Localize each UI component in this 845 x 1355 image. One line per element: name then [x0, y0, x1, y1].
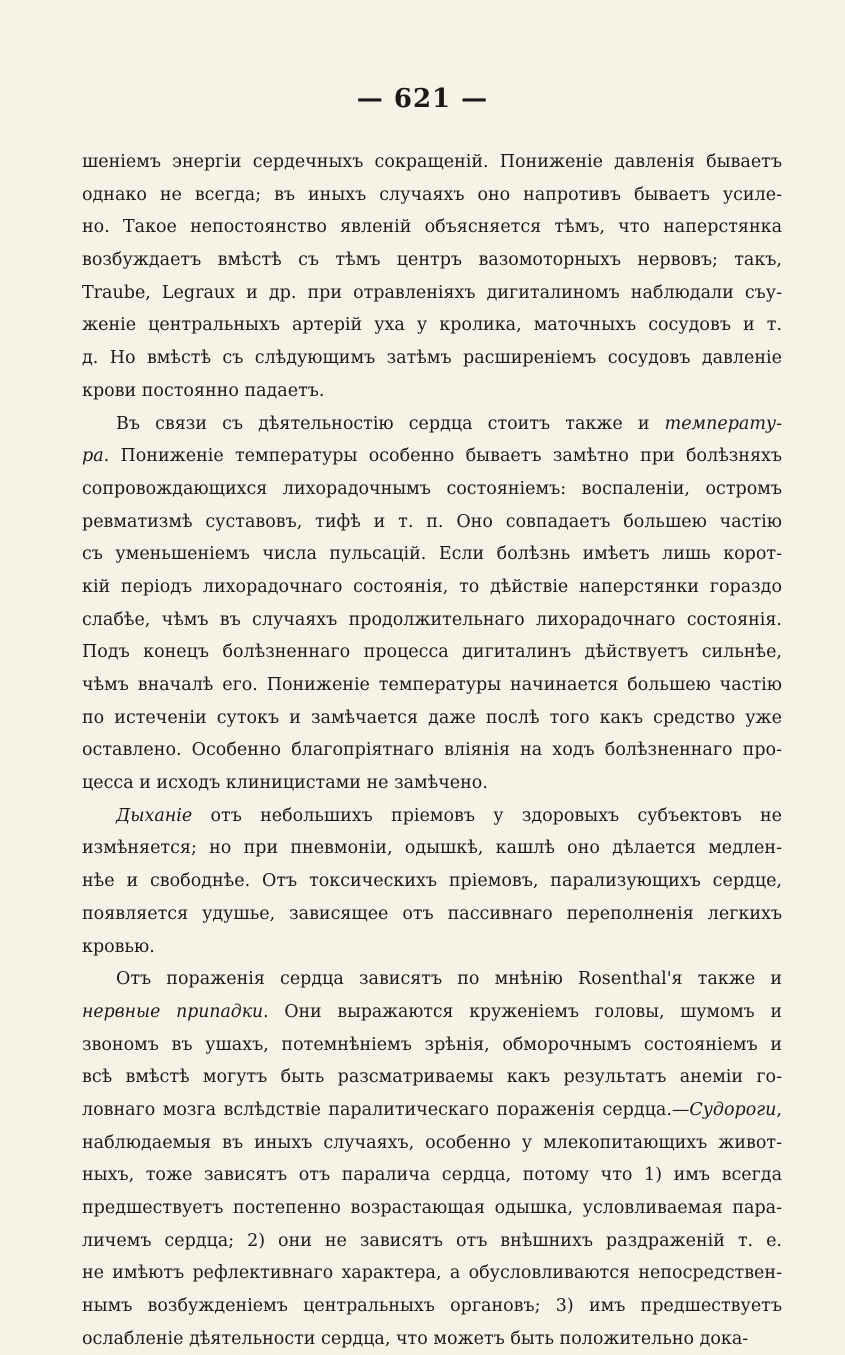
text-run: сопровождающихся лихорадочнымъ состояніемъ: воспаленіи, остромъ	[82, 478, 782, 499]
text-line	[82, 440, 782, 473]
text-line	[82, 309, 782, 342]
text-body	[82, 146, 782, 1355]
text-line	[82, 408, 782, 441]
text-run: нѣе и свободнѣе. Отъ токсическихъ пріемовъ, парализующихъ сердце,	[82, 871, 782, 892]
text-line	[82, 342, 782, 375]
text-line	[82, 898, 782, 931]
text-run: всѣ вмѣстѣ могутъ быть разсматриваемы какъ результатъ анеміи го-	[82, 1067, 782, 1088]
text-run: оставлено. Особенно благопріятнаго вліянія на ходъ болѣзненнаго про-	[82, 740, 782, 761]
text-line	[82, 277, 782, 310]
text-line	[82, 375, 782, 408]
text-line	[82, 1323, 782, 1355]
text-line	[82, 767, 782, 800]
text-run: кровью.	[82, 936, 155, 957]
text-line	[82, 1094, 782, 1127]
text-run: Подъ конецъ болѣзненнаго процесса дигиталинъ дѣйствуетъ сильнѣе,	[82, 642, 782, 663]
text-line	[82, 1061, 782, 1094]
text-line	[82, 734, 782, 767]
text-line	[82, 963, 782, 996]
text-run: ревматизмѣ суставовъ, тифѣ и т. п. Оно совпадаетъ большею частію	[82, 511, 782, 532]
italic-term: нервные припадки	[82, 1001, 264, 1022]
text-run: предшествуетъ постепенно возрастающая одышка, условливаемая пара-	[82, 1198, 782, 1218]
text-line	[82, 636, 782, 669]
text-run: Отъ пораженія сердца зависятъ по мнѣнію Rosenthal'я также и	[116, 969, 782, 990]
text-line	[82, 571, 782, 604]
text-run: ныхъ, тоже зависятъ отъ паралича сердца, потому что 1) имъ всегда	[82, 1165, 782, 1186]
text-run: но. Такое непостоянство явленій объясняется тѣмъ, что наперстянка	[82, 217, 782, 238]
text-run: нымъ возбужденіемъ центральныхъ органовъ; 3) имъ предшествуетъ	[82, 1296, 782, 1317]
paragraph	[82, 800, 782, 963]
text-line	[82, 604, 782, 637]
text-line	[82, 669, 782, 702]
text-run: не имѣютъ рефлективнаго характера, а обусловливаются непосредствен-	[82, 1263, 782, 1284]
text-line	[82, 1029, 782, 1062]
text-run: появляется удушье, зависящее отъ пассивнаго переполненія легкихъ	[82, 903, 782, 924]
paragraph	[82, 963, 782, 1355]
text-line	[82, 211, 782, 244]
text-run: крови постоянно падаетъ.	[82, 380, 325, 401]
italic-term: температу-	[664, 413, 782, 434]
text-run: шеніемъ энергіи сердечныхъ сокращеній. Пониженіе давленія бываетъ	[82, 152, 782, 172]
text-run: съ уменьшеніемъ числа пульсацій. Если болѣзнь имѣетъ лишь корот-	[82, 544, 782, 565]
text-line	[82, 473, 782, 506]
text-run: Traube, Legraux и др. при отравленіяхъ дигиталиномъ наблюдали съу-	[82, 282, 782, 303]
text-line	[82, 1192, 782, 1225]
text-run: личемъ сердца; 2) они не зависятъ отъ внѣшнихъ раздраженій т. е.	[82, 1230, 782, 1251]
text-run: ослабленіе дѣятельности сердца, что можетъ быть положительно дока-	[82, 1328, 749, 1349]
italic-term: ра	[82, 446, 104, 467]
paragraph	[82, 146, 782, 408]
text-run: . Пониженіе температуры особенно бываетъ замѣтно при болѣзняхъ	[103, 446, 782, 467]
text-run: наблюдаемыя въ иныхъ случаяхъ, особенно у млекопитающихъ живот-	[82, 1132, 782, 1153]
text-run: однако не всегда; въ иныхъ случаяхъ оно напротивъ бываетъ усиле-	[82, 184, 782, 205]
text-line	[82, 1159, 782, 1192]
text-line	[82, 702, 782, 735]
text-line	[82, 244, 782, 277]
page-number: — 621 —	[356, 84, 489, 114]
text-line	[82, 1225, 782, 1258]
text-line	[82, 1127, 782, 1160]
italic-term: Судороги	[689, 1099, 777, 1120]
text-run: звономъ въ ушахъ, потемнѣніемъ зрѣнія, обморочнымъ состояніемъ и	[82, 1034, 782, 1055]
text-line	[82, 506, 782, 539]
text-run: чѣмъ вначалѣ его. Пониженіе температуры начинается большею частію	[82, 675, 782, 695]
text-run: цесса и исходъ клиницистами не замѣчено.	[82, 773, 488, 794]
text-run: по истеченіи сутокъ и замѣчается даже послѣ того какъ средство уже	[82, 707, 782, 728]
text-line	[82, 146, 782, 179]
text-run: измѣняется; но при пневмоніи, одышкѣ, кашлѣ оно дѣлается медлен-	[82, 838, 782, 859]
text-line	[82, 931, 782, 964]
paragraph	[82, 408, 782, 800]
text-line	[82, 179, 782, 212]
text-run: слабѣе, чѣмъ въ случаяхъ продолжительнаго лихорадочнаго состоянія.	[82, 609, 782, 630]
text-run: д. Но вмѣстѣ съ слѣдующимъ затѣмъ расширеніемъ сосудовъ давленіе	[82, 348, 782, 369]
text-run: . Они выражаются круженіемъ головы, шумомъ и	[263, 1001, 782, 1022]
text-line	[82, 996, 782, 1029]
text-line	[82, 865, 782, 898]
text-line	[82, 832, 782, 865]
italic-term: Дыханіе	[116, 805, 193, 826]
text-line	[82, 800, 782, 833]
text-run: Въ связи съ дѣятельностію сердца стоитъ также и	[116, 413, 665, 434]
text-run: ,	[776, 1099, 782, 1120]
text-run: ловнаго мозга вслѣдствіе паралитическаго пораженія сердца.—	[82, 1099, 690, 1120]
text-run: возбуждаетъ вмѣстѣ съ тѣмъ центръ вазомоторныхъ нервовъ; такъ,	[82, 250, 782, 271]
text-line	[82, 1257, 782, 1290]
text-run: женіе центральныхъ артерій уха у кролика, маточныхъ сосудовъ и т.	[82, 315, 782, 336]
text-run: кій періодъ лихорадочнаго состоянія, то дѣйствіе наперстянки гораздо	[82, 576, 782, 597]
text-line	[82, 538, 782, 571]
text-line	[82, 1290, 782, 1323]
text-run: отъ небольшихъ пріемовъ у здоровыхъ субъектовъ не	[192, 805, 782, 826]
